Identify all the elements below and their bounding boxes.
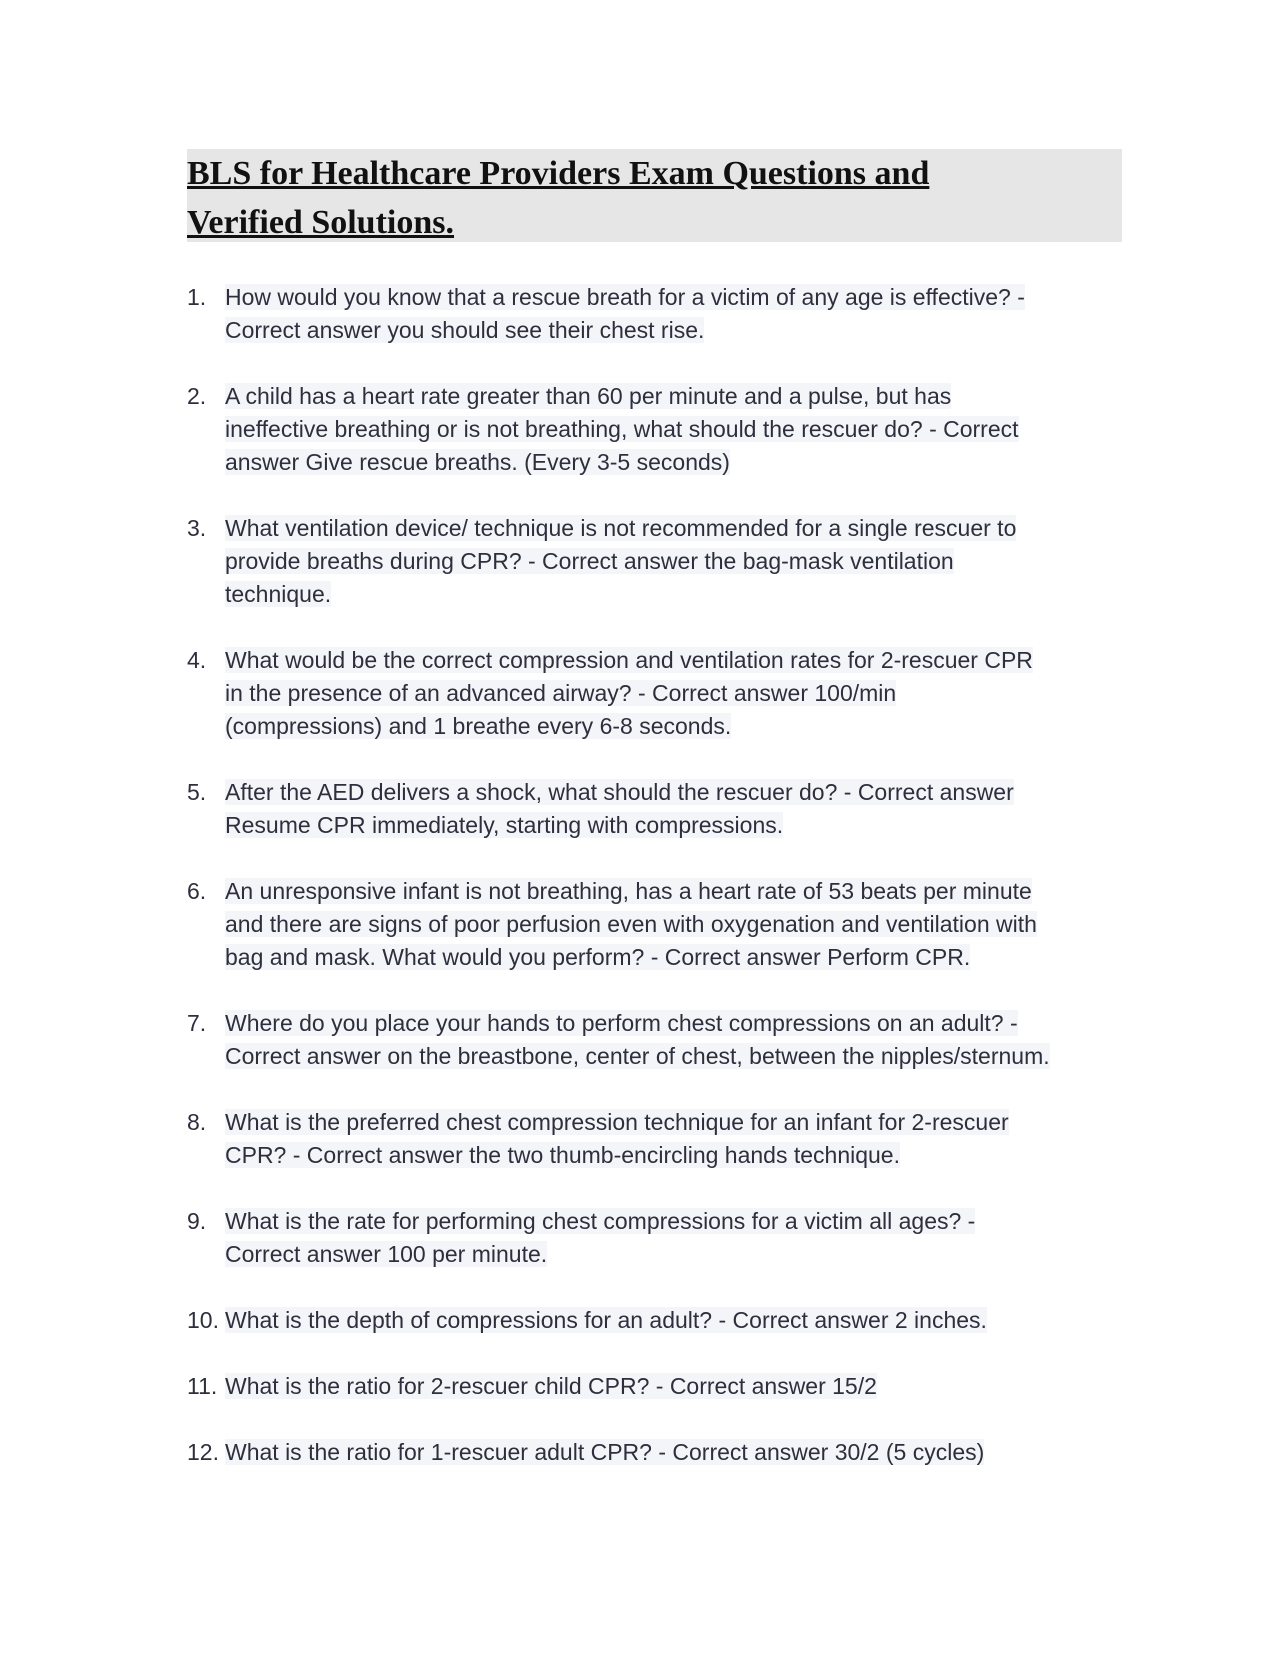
- question-line: [225, 512, 1127, 545]
- question-number: 9.: [187, 1208, 207, 1234]
- question-text: in the presence of an advanced airway? - Correct answer 100/min: [225, 680, 897, 706]
- question-line: [225, 941, 1127, 974]
- question-item: [187, 1370, 1127, 1403]
- question-line: [225, 1139, 1127, 1172]
- question-line: [225, 380, 1127, 413]
- question-item: [187, 776, 1127, 842]
- question-line: [225, 446, 1127, 479]
- question-line: [225, 1304, 1127, 1337]
- question-text: answer Give rescue breaths. (Every 3-5 seconds): [225, 449, 730, 475]
- document-title: [187, 149, 1122, 247]
- question-number: 12.: [187, 1439, 219, 1465]
- question-number: 5.: [187, 779, 207, 805]
- question-text: A child has a heart rate greater than 60 per minute and a pulse, but has: [225, 383, 952, 409]
- question-line: [225, 710, 1127, 743]
- question-line: [225, 281, 1127, 314]
- question-item: [187, 281, 1127, 347]
- question-item: [187, 1304, 1127, 1337]
- question-text: ineffective breathing or is not breathing, what should the rescuer do? - Correct: [225, 416, 1019, 442]
- question-line: [225, 1040, 1127, 1073]
- title-line-1: BLS for Healthcare Providers Exam Questions and: [187, 155, 930, 192]
- question-number: 8.: [187, 1109, 207, 1135]
- question-text: What would be the correct compression and ventilation rates for 2-rescuer CPR: [225, 647, 1033, 673]
- question-text: Correct answer 100 per minute.: [225, 1241, 548, 1267]
- question-text: technique.: [225, 581, 332, 607]
- question-line: [225, 644, 1127, 677]
- question-text: What is the ratio for 1-rescuer adult CPR? - Correct answer 30/2 (5 cycles): [225, 1439, 985, 1465]
- question-text: What is the ratio for 2-rescuer child CPR? - Correct answer 15/2: [225, 1373, 877, 1399]
- question-text: Correct answer on the breastbone, center of chest, between the nipples/sternum.: [225, 1043, 1050, 1069]
- question-text: bag and mask. What would you perform? - Correct answer Perform CPR.: [225, 944, 971, 970]
- question-line: [225, 314, 1127, 347]
- question-text: What is the rate for performing chest compressions for a victim all ages? -: [225, 1208, 976, 1234]
- question-text: After the AED delivers a shock, what should the rescuer do? - Correct answer: [225, 779, 1014, 805]
- question-number: 4.: [187, 647, 207, 673]
- question-text: What ventilation device/ technique is not recommended for a single rescuer to: [225, 515, 1017, 541]
- question-line: [225, 1106, 1127, 1139]
- question-number: 3.: [187, 515, 207, 541]
- question-number: 1.: [187, 284, 207, 310]
- question-text: Where do you place your hands to perform chest compressions on an adult? -: [225, 1010, 1018, 1036]
- question-line: [225, 677, 1127, 710]
- question-line: [225, 809, 1127, 842]
- question-list: [187, 281, 1127, 1502]
- question-text: How would you know that a rescue breath for a victim of any age is effective? -: [225, 284, 1025, 310]
- question-line: [225, 875, 1127, 908]
- question-text: CPR? - Correct answer the two thumb-encircling hands technique.: [225, 1142, 900, 1168]
- question-number: 2.: [187, 383, 207, 409]
- question-text: Correct answer you should see their chest rise.: [225, 317, 705, 343]
- question-number: 10.: [187, 1307, 219, 1333]
- question-line: [225, 1205, 1127, 1238]
- question-number: 7.: [187, 1010, 207, 1036]
- question-text: What is the preferred chest compression technique for an infant for 2-rescuer: [225, 1109, 1009, 1135]
- question-line: [225, 413, 1127, 446]
- question-item: [187, 1205, 1127, 1271]
- question-item: [187, 380, 1127, 479]
- question-text: and there are signs of poor perfusion even with oxygenation and ventilation with: [225, 911, 1037, 937]
- question-number: 11.: [187, 1373, 218, 1399]
- question-line: [225, 908, 1127, 941]
- question-item: [187, 1007, 1127, 1073]
- question-text: An unresponsive infant is not breathing, has a heart rate of 53 beats per minute: [225, 878, 1032, 904]
- question-item: [187, 875, 1127, 974]
- question-item: [187, 1106, 1127, 1172]
- title-line-2: Verified Solutions.: [187, 204, 455, 241]
- question-item: [187, 644, 1127, 743]
- question-item: [187, 512, 1127, 611]
- title-box: [187, 149, 1122, 242]
- question-line: [225, 1007, 1127, 1040]
- question-line: [225, 1436, 1127, 1469]
- question-line: [225, 1238, 1127, 1271]
- question-text: provide breaths during CPR? - Correct answer the bag-mask ventilation: [225, 548, 954, 574]
- question-item: [187, 1436, 1127, 1469]
- question-line: [225, 776, 1127, 809]
- question-line: [225, 578, 1127, 611]
- question-line: [225, 1370, 1127, 1403]
- question-number: 6.: [187, 878, 207, 904]
- question-text: Resume CPR immediately, starting with compressions.: [225, 812, 784, 838]
- question-text: (compressions) and 1 breathe every 6-8 seconds.: [225, 713, 732, 739]
- question-line: [225, 545, 1127, 578]
- question-text: What is the depth of compressions for an adult? - Correct answer 2 inches.: [225, 1307, 987, 1333]
